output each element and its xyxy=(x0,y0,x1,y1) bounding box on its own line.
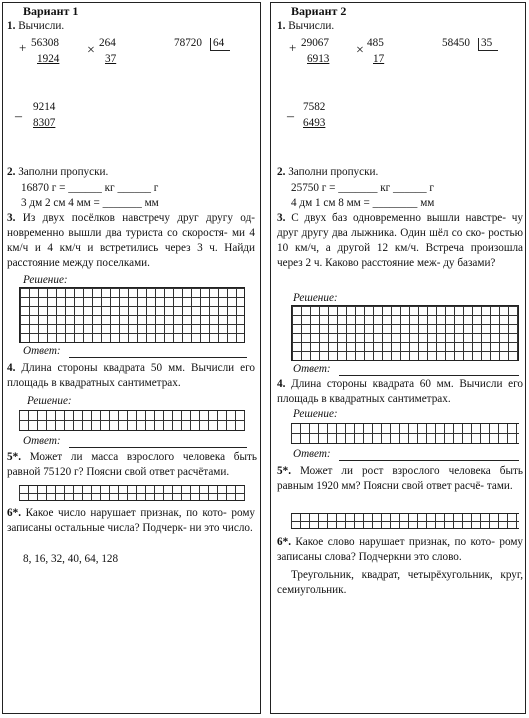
fill-line-1: 25750 г = _______ кг ______ г xyxy=(291,182,434,194)
fill-line-2: 3 дм 2 см 4 мм = _______ мм xyxy=(21,197,159,209)
task-body: Может ли рост взрослого человека быть равным 1920 мм? Поясни свой ответ расчё- тами. xyxy=(277,465,523,492)
plus-sign: + xyxy=(19,40,27,55)
minuend: 7582 xyxy=(303,101,326,113)
solution-strip[interactable] xyxy=(19,410,245,431)
task-number: 4. xyxy=(277,378,286,390)
task-number: 1. xyxy=(277,20,286,32)
task-number: 2. xyxy=(7,166,16,178)
task-6-items: 8, 16, 32, 40, 64, 128 xyxy=(23,553,119,565)
solution-grid[interactable] xyxy=(19,287,245,343)
task-2-header xyxy=(7,165,108,180)
divisor: 35 xyxy=(481,37,493,49)
factor-1: 485 xyxy=(367,37,384,49)
times-sign: × xyxy=(356,43,364,58)
answer-line[interactable] xyxy=(339,361,519,376)
task-body: Длина стороны квадрата 50 мм. Вычисли его площадь в квадратных сантиметрах. xyxy=(7,362,256,389)
solution-strip[interactable] xyxy=(19,485,245,501)
task-body: Может ли масса взрослого человека быть равной 75120 г? Поясни свой ответ расчётами. xyxy=(7,451,258,478)
task-number: 3. xyxy=(277,212,286,224)
factor-2: 37 xyxy=(105,53,117,65)
task-body: Длина стороны квадрата 60 мм. Вычисли его площадь в квадратных сантиметрах. xyxy=(277,378,524,405)
task-6-items: Треугольник, квадрат, четырёхугольник, круг, семиугольник. xyxy=(277,569,523,596)
solution-label: Решение: xyxy=(293,408,338,420)
minus-sign: – xyxy=(15,109,22,124)
solution-strip[interactable] xyxy=(291,513,519,529)
task-number: 2. xyxy=(277,166,286,178)
times-sign: × xyxy=(87,43,95,58)
subtrahend: 6493 xyxy=(303,117,326,129)
plus-sign: + xyxy=(289,40,297,55)
task-4-text xyxy=(7,361,255,391)
variant-title: Вариант 2 xyxy=(291,4,347,18)
dividend: 78720 xyxy=(174,37,202,49)
task-label: Заполни пропуски. xyxy=(18,166,109,178)
task-number: 3. xyxy=(7,212,16,224)
task-6-text xyxy=(277,535,523,565)
solution-label: Решение: xyxy=(27,395,72,407)
answer-label: Ответ: xyxy=(293,363,331,375)
task-5-text xyxy=(7,450,257,480)
divisor: 64 xyxy=(213,37,225,49)
minuend: 9214 xyxy=(33,101,56,113)
solution-label: Решение: xyxy=(293,292,338,304)
task-2-header xyxy=(277,165,378,180)
answer-line[interactable] xyxy=(69,343,247,358)
task-body: Какое слово нарушает признак, по кото- рому записаны слова? Подчеркни это слово. xyxy=(277,536,523,563)
solution-strip[interactable] xyxy=(291,423,519,444)
variant-title: Вариант 1 xyxy=(23,4,79,18)
task-number: 4. xyxy=(7,362,16,374)
task-3-text xyxy=(277,211,523,271)
addend-1: 56308 xyxy=(31,37,59,49)
dividend: 58450 xyxy=(442,37,470,49)
task-4-text xyxy=(277,377,523,407)
variant-1-card xyxy=(2,2,261,714)
task-label: Вычисли. xyxy=(288,20,335,32)
answer-line[interactable] xyxy=(69,433,247,448)
task-3-text xyxy=(7,211,255,271)
task-body: Какое число нарушает признак, по кото- рому записаны остальные числа? Подчерк- ни это число. xyxy=(7,507,255,534)
subtrahend: 8307 xyxy=(33,117,56,129)
answer-label: Ответ: xyxy=(293,448,331,460)
addend-2: 6913 xyxy=(307,53,330,65)
answer-label: Ответ: xyxy=(23,345,61,357)
task-number: 6*. xyxy=(277,536,291,548)
task-number: 6*. xyxy=(7,507,21,519)
task-number: 5*. xyxy=(277,465,291,477)
addend-2: 1924 xyxy=(37,53,60,65)
fill-line-2: 4 дм 1 см 8 мм = ________ мм xyxy=(291,197,435,209)
task-label: Заполни пропуски. xyxy=(288,166,379,178)
task-1-header xyxy=(277,19,334,34)
answer-label: Ответ: xyxy=(23,435,61,447)
task-number: 1. xyxy=(7,20,16,32)
task-label: Вычисли. xyxy=(18,20,65,32)
task-5-text xyxy=(277,464,523,494)
answer-line[interactable] xyxy=(339,446,519,461)
task-number: 5*. xyxy=(7,451,21,463)
solution-label: Решение: xyxy=(23,274,68,286)
addend-1: 29067 xyxy=(301,37,329,49)
minus-sign: – xyxy=(287,109,294,124)
fill-line-1: 16870 г = ______ кг ______ г xyxy=(21,182,159,194)
task-1-header xyxy=(7,19,64,34)
factor-1: 264 xyxy=(99,37,116,49)
variant-2-card xyxy=(270,2,526,714)
solution-grid[interactable] xyxy=(291,305,519,361)
factor-2: 17 xyxy=(373,53,385,65)
task-6-text xyxy=(7,506,255,536)
task-body: Из двух посёлков навстречу друг другу од- новременно вышли два туриста со скоростя- ми 4 км/ч и 4 км/ч и встретились через 3 ч. Найди расстояние между поселками. xyxy=(7,212,255,269)
task-body: С двух баз одновременно вышли навстре- чу друг другу два лыжника. Один шёл со ско- ростью 10 км/ч, а другой 12 км/ч. Встреча произошла через 2 ч. Каково расстояние меж- ду базами? xyxy=(277,212,524,269)
